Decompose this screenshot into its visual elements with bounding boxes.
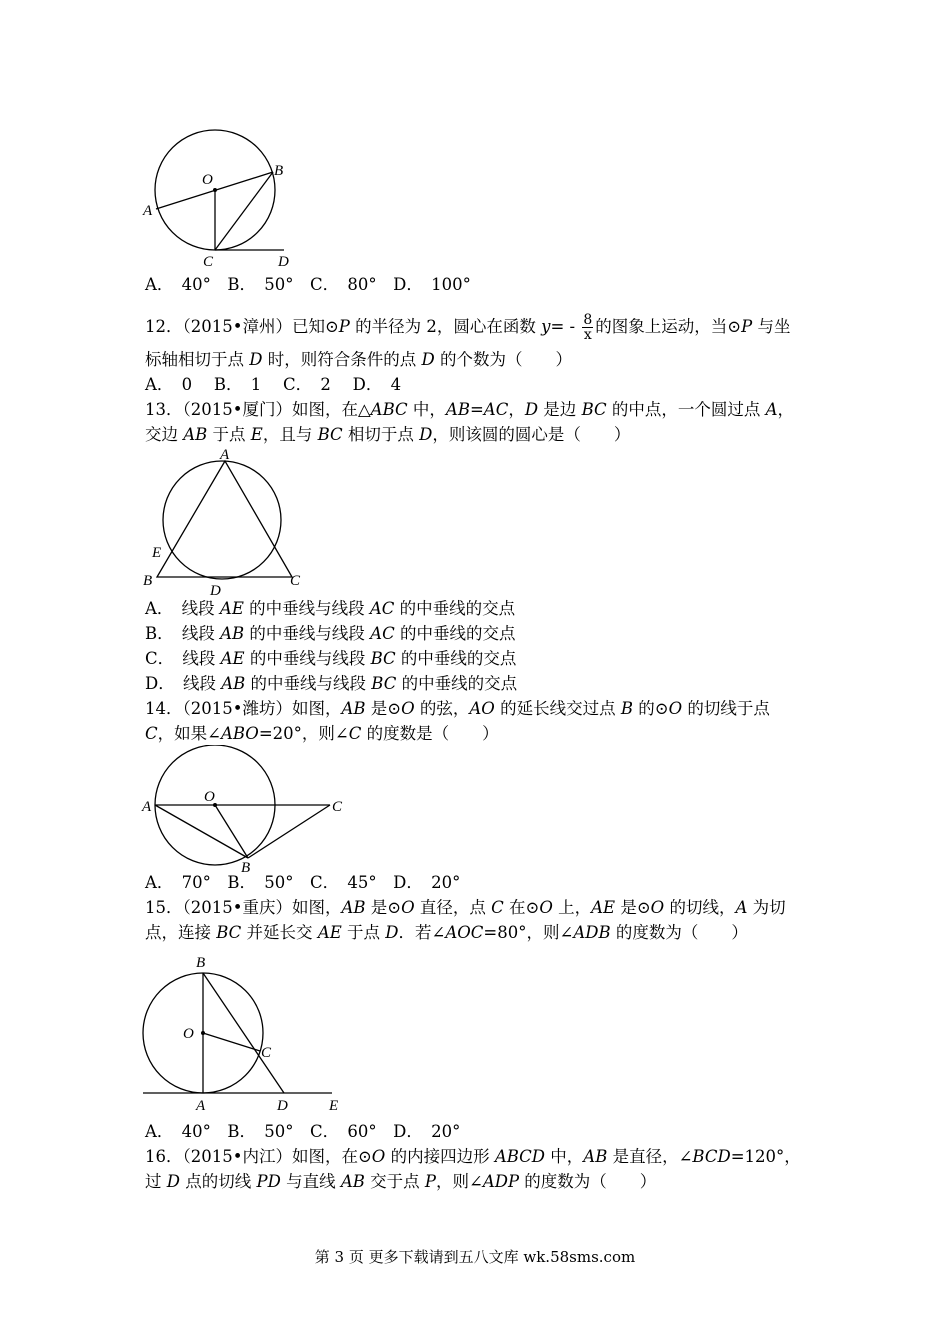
q13-e: E: [250, 425, 263, 444]
q16-line2: [145, 1171, 656, 1193]
label-o: O: [204, 789, 215, 805]
q12-numerator: 8: [583, 312, 593, 328]
q14-c2: C: [348, 724, 362, 743]
q12-line2: [145, 349, 572, 371]
q15-aoc: AOC: [445, 923, 484, 942]
q12-options: A． 0 B． 1 C． 2 D． 4: [145, 375, 402, 394]
q14-l1c: 的弦，: [414, 699, 470, 718]
q13-l1a: 13．（2015•厦门）如图，在△: [145, 400, 371, 419]
center-dot: [213, 188, 217, 192]
chord-ab: [155, 805, 248, 858]
q13-ab2: AB: [183, 425, 208, 444]
q13-optD-s2: BC: [371, 674, 397, 693]
q13-optC-s1: AE: [220, 649, 245, 668]
q13-d2: D: [419, 425, 433, 444]
q16-l1a: 16．（2015•内江）如图，在⊙: [145, 1147, 372, 1166]
q14-l1f: 的切线于点: [682, 699, 770, 718]
q13-optB-s1: AB: [220, 624, 245, 643]
q15-l2d: ．若∠: [398, 923, 446, 942]
radius-ob: [215, 805, 248, 858]
q13-optB-p: B． 线段: [145, 624, 221, 643]
q13-optC-m: 的中垂线与线段: [244, 649, 371, 668]
q13-bc2: BC: [317, 425, 343, 444]
q13-option-d: [145, 673, 517, 695]
q16-p: P: [424, 1172, 436, 1191]
q15-c: C: [491, 898, 504, 917]
q15-l2e: =80°，则∠: [483, 923, 574, 942]
q13-option-c: [145, 648, 516, 670]
label-c: C: [332, 799, 343, 815]
label-b: B: [274, 163, 284, 179]
q13-optD-e: 的中垂线的交点: [396, 674, 518, 693]
q12-l2a: 标轴相切于点: [145, 350, 250, 369]
q16-l2d: 交于点: [364, 1172, 425, 1191]
label-b: B: [143, 573, 153, 589]
q16-line1: [145, 1146, 801, 1168]
q15-d: D: [385, 923, 399, 942]
q13-l1c: =: [469, 400, 484, 419]
q16-o: O: [371, 1147, 386, 1166]
q13-option-b: [145, 623, 515, 645]
q13-optB-s2: AC: [370, 624, 395, 643]
q13-l1f: 的中点，一个圆过点: [606, 400, 766, 419]
label-c: C: [261, 1045, 272, 1061]
label-b: B: [241, 860, 251, 875]
q14-l1d: 的延长线交过点: [494, 699, 621, 718]
q13-l1d: ，: [508, 400, 525, 419]
q12-d: D: [249, 350, 263, 369]
line-bd: [203, 973, 284, 1093]
q13-ab: AB: [445, 400, 470, 419]
q15-o: O: [401, 898, 415, 917]
q13-optA-s1: AE: [219, 599, 244, 618]
q15-bc: BC: [216, 923, 242, 942]
q12-y: y: [541, 317, 551, 336]
label-d: D: [278, 254, 289, 270]
q16-l2b: 点的切线: [179, 1172, 257, 1191]
chord-cb: [215, 172, 273, 250]
q15-l1h: 为切: [747, 898, 786, 917]
q13-l2c: ，且与: [262, 425, 318, 444]
q12-suffix: 与坐: [752, 317, 791, 336]
q15-l2c: 于点: [341, 923, 386, 942]
q15-options: A． 40° B． 50° C． 60° D． 20°: [145, 1122, 461, 1141]
q14-l2b: =20°，则∠: [258, 724, 349, 743]
q15-ae2: AE: [317, 923, 342, 942]
q15-l1d: 在⊙: [503, 898, 540, 917]
triangle-abc: [157, 461, 292, 577]
q12-p: P: [338, 317, 350, 336]
q13-line1: [145, 399, 794, 421]
q11-options: A． 40° B． 50° C． 80° D． 100°: [145, 275, 471, 294]
label-a: A: [220, 447, 230, 463]
q14-ab: AB: [341, 699, 366, 718]
q12-p2: P: [741, 317, 753, 336]
q13-optC-s2: BC: [370, 649, 396, 668]
q15-line2: [145, 922, 748, 944]
figure-q11: [140, 118, 310, 270]
q13-optD-p: D． 线段: [145, 674, 222, 693]
q14-l1e: 的⊙: [632, 699, 669, 718]
q13-abc: ABC: [370, 400, 408, 419]
label-a: A: [196, 1098, 206, 1114]
q16-l2f: 的度数为（ ）: [519, 1172, 657, 1191]
label-a: A: [143, 203, 153, 219]
q16-ab: AB: [583, 1147, 608, 1166]
q13-ac: AC: [483, 400, 509, 419]
q12-prefix: 12．（2015•漳州）已知⊙: [145, 317, 339, 336]
q14-line2: [145, 723, 499, 745]
q16-abcd: ABCD: [494, 1147, 546, 1166]
label-d: D: [210, 583, 221, 597]
q14-l1a: 14．（2015•潍坊）如图，: [145, 699, 342, 718]
q12-denominator: x: [583, 327, 592, 343]
q13-optB-e: 的中垂线的交点: [394, 624, 516, 643]
q16-pd: PD: [256, 1172, 281, 1191]
q14-options: A． 70° B． 50° C． 45° D． 20°: [145, 873, 461, 892]
label-d: D: [277, 1098, 288, 1114]
q16-l1e: =120°，: [730, 1147, 801, 1166]
center-dot: [201, 1031, 205, 1035]
q15-ab: AB: [341, 898, 366, 917]
q12-mid2: 的图象上运动，当⊙: [595, 317, 742, 336]
label-c: C: [203, 254, 214, 270]
figure-q13: [140, 445, 310, 597]
figure-q15: [140, 950, 350, 1115]
circle: [163, 461, 281, 579]
q16-l1d: 是直径，∠: [607, 1147, 693, 1166]
label-e: E: [152, 545, 162, 561]
q15-line1: [145, 897, 786, 919]
q15-o2: O: [539, 898, 553, 917]
q15-a: A: [735, 898, 748, 917]
q15-o3: O: [650, 898, 665, 917]
q15-l2b: 并延长交: [241, 923, 318, 942]
q14-l2a: ，如果∠: [157, 724, 221, 743]
q13-optB-m: 的中垂线与线段: [244, 624, 371, 643]
q13-l1b: 中，: [407, 400, 446, 419]
q14-l2c: 的度数是（ ）: [361, 724, 499, 743]
q14-l1b: 是⊙: [365, 699, 402, 718]
q14-o: O: [401, 699, 415, 718]
q13-line2: [145, 424, 630, 446]
page-footer: 第 3 页 更多下载请到五八文库 wk.58sms.com: [314, 1248, 636, 1266]
q16-l2e: ，则∠: [435, 1172, 483, 1191]
q16-bcd: BCD: [692, 1147, 731, 1166]
label-o: O: [183, 1026, 194, 1042]
tangent-bc: [248, 805, 330, 858]
q13-optA-e: 的中垂线的交点: [394, 599, 516, 618]
q12-l2c: 的个数为（ ）: [434, 350, 572, 369]
q13-optC-p: C． 线段: [145, 649, 221, 668]
q14-ao: AO: [469, 699, 495, 718]
q12-fraction: [582, 313, 593, 342]
q14-o2: O: [668, 699, 683, 718]
q13-optA-s2: AC: [369, 599, 395, 618]
label-b: B: [196, 955, 206, 971]
q15-l1g: 的切线，: [664, 898, 736, 917]
q14-line1: [145, 698, 770, 720]
q13-l2b: 于点: [207, 425, 251, 444]
q15-l1c: 直径，点: [414, 898, 492, 917]
q16-l2c: 与直线: [280, 1172, 341, 1191]
label-c: C: [290, 573, 301, 589]
q13-optC-e: 的中垂线的交点: [395, 649, 517, 668]
q13-bc: BC: [581, 400, 607, 419]
q15-l1b: 是⊙: [365, 898, 402, 917]
q13-a: A: [765, 400, 778, 419]
q13-optA-m: 的中垂线与线段: [243, 599, 370, 618]
q12-l2b: 时，则符合条件的点: [262, 350, 422, 369]
radius-oc: [203, 1033, 260, 1051]
q15-l1a: 15．（2015•重庆）如图，: [145, 898, 342, 917]
figure-q14: [140, 745, 350, 875]
q15-l1f: 是⊙: [615, 898, 651, 917]
q15-ae: AE: [591, 898, 616, 917]
label-o: O: [202, 172, 213, 188]
label-a: A: [142, 799, 152, 815]
q12-d2: D: [421, 350, 435, 369]
q13-d: D: [524, 400, 539, 419]
q16-d: D: [166, 1172, 180, 1191]
q12-eq: = -: [550, 317, 581, 336]
q16-l1c: 中，: [545, 1147, 584, 1166]
q16-adp: ADP: [482, 1172, 520, 1191]
q13-l1e: 是边: [538, 400, 582, 419]
q12-line1: [145, 313, 790, 342]
q13-l2a: 交边: [145, 425, 184, 444]
q13-l2e: ，则该圆的圆心是（ ）: [432, 425, 631, 444]
q13-optA-p: A． 线段: [145, 599, 220, 618]
q16-ab2: AB: [340, 1172, 365, 1191]
q15-l2a: 点，连接: [145, 923, 217, 942]
q14-c: C: [145, 724, 158, 743]
q13-optD-m: 的中垂线与线段: [245, 674, 372, 693]
q12-mid1: 的半径为 2，圆心在函数: [349, 317, 542, 336]
q16-l1b: 的内接四边形: [385, 1147, 495, 1166]
q13-option-a: [145, 598, 515, 620]
label-e: E: [329, 1098, 339, 1114]
q13-l1g: ，: [777, 400, 795, 419]
q13-l2d: 相切于点: [342, 425, 420, 444]
q14-b: B: [620, 699, 633, 718]
q15-adb: ADB: [573, 923, 611, 942]
q14-abo: ABO: [220, 724, 259, 743]
q15-l1e: 上，: [552, 898, 592, 917]
q15-l2f: 的度数为（ ）: [610, 923, 748, 942]
q16-l2a: 过: [145, 1172, 167, 1191]
q13-optD-s1: AB: [221, 674, 246, 693]
